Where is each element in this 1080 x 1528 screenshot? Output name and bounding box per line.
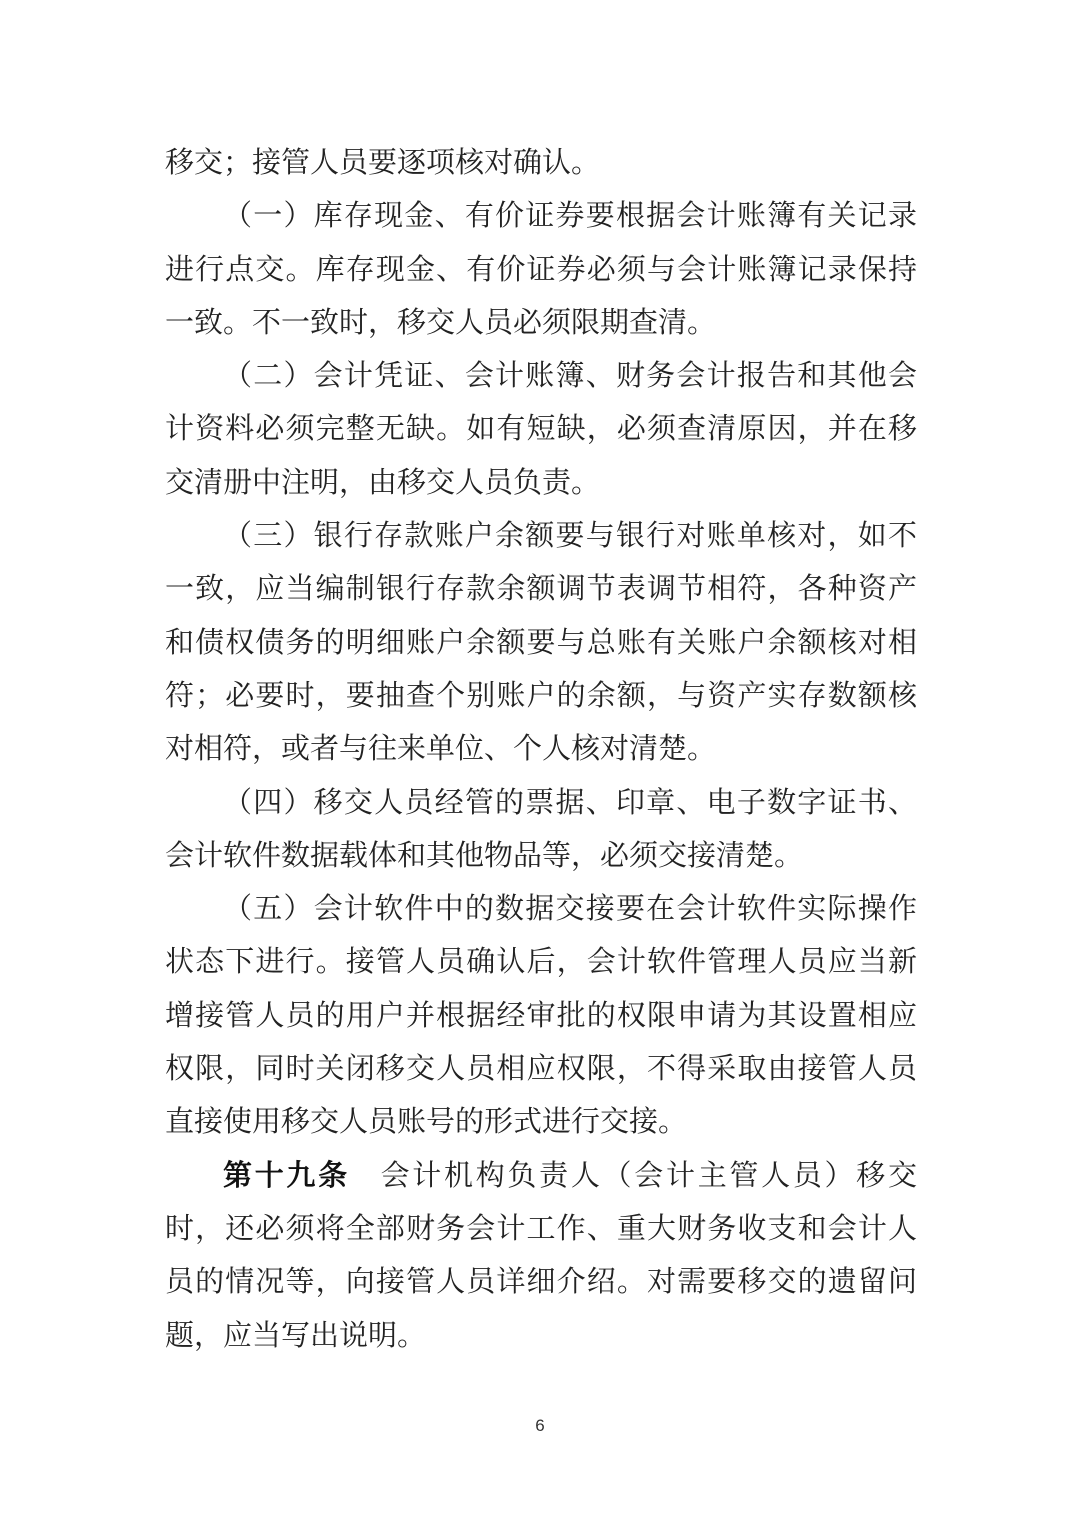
paragraph-item-2: （二）会计凭证、会计账簿、财务会计报告和其他会计资料必须完整无缺。如有短缺，必须查清原因，并在移交清册中注明，由移交人员负责。 xyxy=(165,358,917,499)
paragraph-item-3: （三）银行存款账户余额要与银行对账单核对，如不一致，应当编制银行存款余额调节表调节相符，各种资产和债权债务的明细账户余额要与总账有关账户余额核对相符；必要时，要抽查个别账户的余额，与资产实存数额核对相符，或者与往来单位、个人核对清楚。 xyxy=(165,518,917,766)
paragraph-item-1: （一）库存现金、有价证券要根据会计账簿有关记录进行点交。库存现金、有价证券必须与会计账簿记录保持一致。不一致时，移交人员必须限期查清。 xyxy=(165,198,917,339)
body-text xyxy=(165,136,917,1362)
paragraph-article-19 xyxy=(165,1149,917,1362)
paragraph-item-5: （五）会计软件中的数据交接要在会计软件实际操作状态下进行。接管人员确认后，会计软件管理人员应当新增接管人员的用户并根据经审批的权限申请为其设置相应权限，同时关闭移交人员相应权限，不得采取由接管人员直接使用移交人员账号的形式进行交接。 xyxy=(165,891,917,1139)
paragraph-continuation: 移交；接管人员要逐项核对确认。 xyxy=(165,145,601,179)
paragraph-item-4: （四）移交人员经管的票据、印章、电子数字证书、会计软件数据载体和其他物品等，必须交接清楚。 xyxy=(165,784,917,872)
page-number: 6 xyxy=(535,1416,545,1435)
article-text: 会计机构负责人（会计主管人员）移交时，还必须将全部财务会计工作、重大财务收支和会计人员的情况等，向接管人员详细介绍。对需要移交的遗留问题，应当写出说明。 xyxy=(165,1157,917,1352)
article-number: 第十九条 xyxy=(223,1157,350,1192)
